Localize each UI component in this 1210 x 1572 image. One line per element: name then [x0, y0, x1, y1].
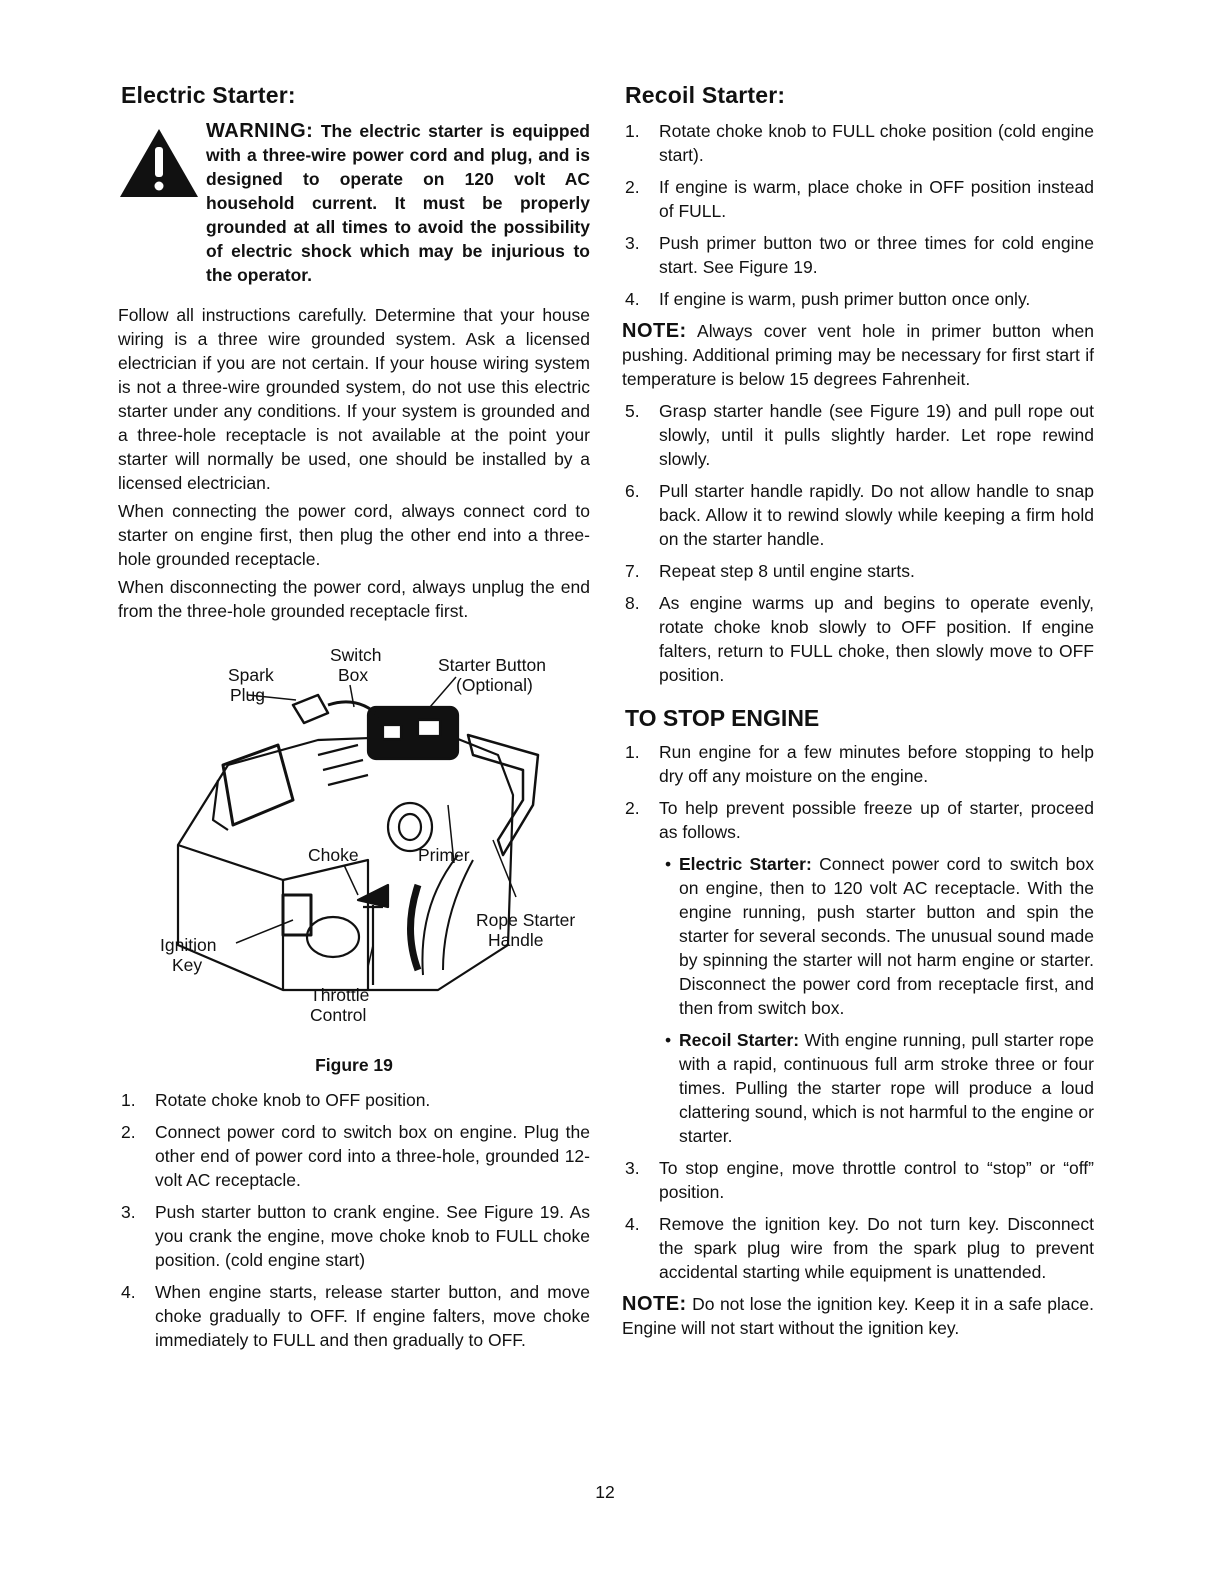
electric-starter-heading: Electric Starter: [121, 82, 296, 108]
freeze-up-bullets [622, 852, 1094, 1148]
recoil-steps-a [622, 119, 1094, 311]
recoil-steps-b [622, 399, 1094, 687]
list-item: 2. If engine is warm, place choke in OFF position instead of FULL. [625, 177, 1094, 221]
list-item: • Electric Starter: Connect power cord to switch box on engine, then to 120 volt AC receptacle. With the engine running, push starter button and spin the starter for several seconds. The unusual sound made by spinning the starter will not harm engine or starter. Disconnect the power cord from receptacle first, and then from switch box. [665, 854, 1094, 1018]
list-item: 3. To stop engine, move throttle control to “stop” or “off” position. [625, 1158, 1094, 1202]
list-item: 2. To help prevent possible freeze up of starter, proceed as follows. [625, 798, 1094, 842]
label-spark-plug: Spark Plug [228, 665, 274, 705]
label-throttle-control: Throttle Control [310, 985, 370, 1025]
list-item: 7. Repeat step 8 until engine starts. [625, 561, 915, 581]
warning-text [206, 119, 590, 287]
list-item: 4. If engine is warm, push primer button once only. [625, 289, 1031, 309]
list-item: 3. Push starter button to crank engine. See Figure 19. As you crank the engine, move choke knob to FULL choke position. (cold engine start) [121, 1202, 590, 1270]
warning-triangle-icon [118, 127, 200, 199]
figure-19 [118, 645, 590, 1045]
list-item: 5. Grasp starter handle (see Figure 19) and pull rope out slowly, until it pulls slightly harder. Let rope rewind slowly. [625, 401, 1094, 469]
paragraph: When connecting the power cord, always connect cord to starter on engine first, then plug the other end into a three-hole grounded receptacle. [118, 501, 590, 569]
warning-body: The electric starter is equipped with a three-wire power cord and plug, and is designed to operate on 120 volt AC household current. It must be properly grounded at all times to avoid the possibility of electric shock which may be injurious to the operator. [206, 121, 590, 285]
list-item: 8. As engine warms up and begins to operate evenly, rotate choke knob slowly to OFF position. If engine falters, return to FULL choke, then slowly move to OFF position. [625, 593, 1094, 685]
label-switch-box: Switch Box [330, 645, 382, 685]
stop-steps-b [622, 1156, 1094, 1284]
list-item: • Recoil Starter: With engine running, pull starter rope with a rapid, continuous full arm stroke three or four times. Pulling the starter rope will produce a loud clattering sound, which is not harmful to the engine or starter. [665, 1030, 1094, 1146]
list-item: 1. Run engine for a few minutes before stopping to help dry off any moisture on the engine. [625, 742, 1094, 786]
note-ignition-key: NOTE: Do not lose the ignition key. Keep it in a safe place. Engine will not start without the ignition key. [622, 1293, 1094, 1338]
label-primer: Primer [418, 845, 470, 865]
stop-engine-heading: TO STOP ENGINE [625, 705, 820, 731]
list-item: 1. Rotate choke knob to FULL choke position (cold engine start). [625, 121, 1094, 165]
note-primer: NOTE: Always cover vent hole in primer button when pushing. Additional priming may be necessary for first start if temperature is below 15 degrees Fahrenheit. [622, 320, 1094, 389]
list-item: 3. Push primer button two or three times for cold engine start. See Figure 19. [625, 233, 1094, 277]
list-item: 6. Pull starter handle rapidly. Do not allow handle to snap back. Allow it to rewind slowly while keeping a firm hold on the starter handle. [625, 481, 1094, 549]
list-item: 2. Connect power cord to switch box on engine. Plug the other end of power cord into a three-hole, grounded 12-volt AC receptacle. [121, 1122, 590, 1190]
label-starter-button: Starter Button (Optional) [438, 655, 546, 695]
warning-block [118, 119, 590, 287]
paragraph: Follow all instructions carefully. Determine that your house wiring is a three wire grounded system. Ask a licensed electrician if you are not certain. If your house wiring system is not a three-wire grounded system, do not use this electric starter under any conditions. If your system is grounded and a three-hole receptacle is not available at the point your starter will normally be used, one should be installed by a licensed electrician. [118, 305, 590, 493]
paragraph: When disconnecting the power cord, always unplug the end from the three-hole grounded receptacle first. [118, 577, 590, 621]
label-choke: Choke [308, 845, 359, 865]
warning-label: WARNING: [206, 120, 314, 142]
label-ignition-key: Ignition Key [160, 935, 217, 975]
figure-caption: Figure 19 [315, 1055, 393, 1075]
electric-steps [118, 1088, 590, 1352]
left-column [118, 82, 590, 1360]
list-item: 4. When engine starts, release starter button, and move choke gradually to OFF. If engine falters, move choke immediately to FULL and then gradually to OFF. [121, 1282, 590, 1350]
label-rope-starter: Rope Starter Handle [476, 910, 576, 950]
right-column [622, 82, 1094, 1348]
recoil-starter-heading: Recoil Starter: [625, 82, 786, 108]
page-number: 12 [595, 1482, 615, 1502]
list-item: 1. Rotate choke knob to OFF position. [121, 1090, 431, 1110]
list-item: 4. Remove the ignition key. Do not turn key. Disconnect the spark plug wire from the spark plug to prevent accidental starting while equipment is unattended. [625, 1214, 1094, 1282]
stop-steps-a [622, 740, 1094, 844]
